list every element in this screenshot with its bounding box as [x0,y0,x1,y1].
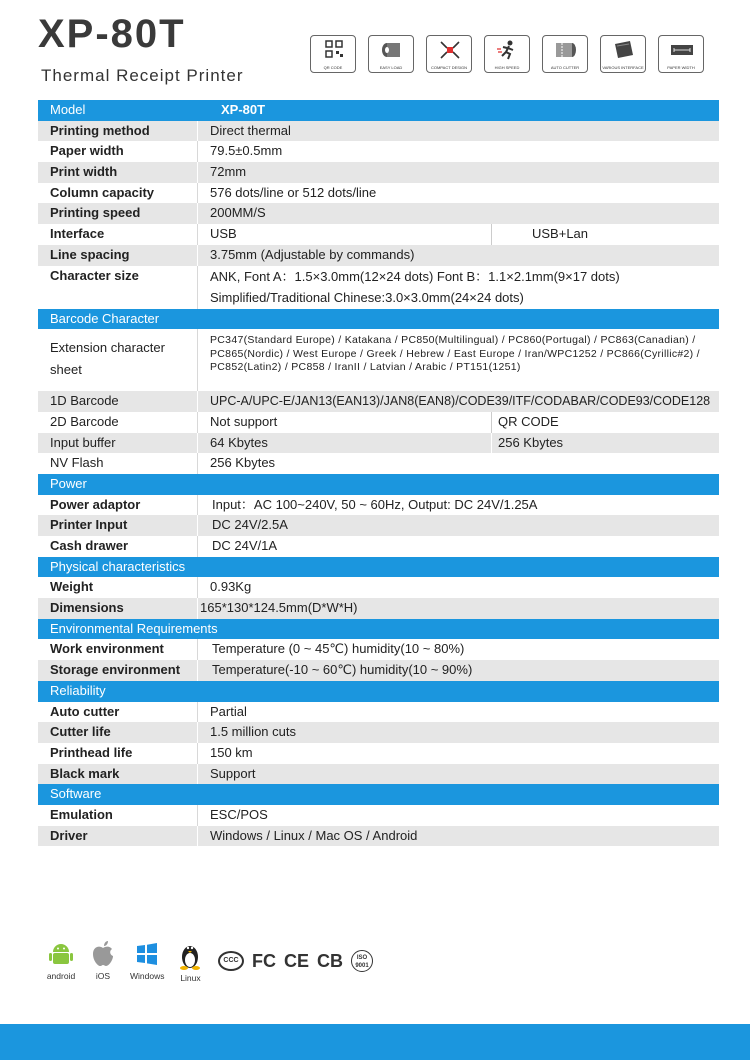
character-size-line-2: Simplified/Traditional Chinese:3.0×3.0mm(24×24 dots) [210,290,524,305]
apple-os [90,940,116,981]
model-value: XP-80T [221,102,266,117]
section-header-physical [38,557,719,578]
row-value: DC 24V/1A [197,536,719,557]
row-value: 1.5 million cuts [197,722,719,743]
feature-label: HIGH SPEED [494,64,520,70]
row-value: 165*130*124.5mm(D*W*H) [197,598,719,619]
table-row [38,805,719,826]
row-value: 256 Kbytes [197,453,719,474]
os-support-icons [46,940,202,983]
table-row [38,577,719,598]
row-label: 2D Barcode [50,413,119,429]
table-row [38,495,719,516]
row-label: NV Flash [50,455,104,471]
table-row [38,598,719,619]
table-row [38,329,719,391]
running-man-icon [484,35,530,73]
row-value: ESC/POS [197,805,719,826]
android-icon [46,940,76,968]
table-row [38,391,719,412]
row-value: UPC-A/UPC-E/JAN13(EAN13)/JAN8(EAN8)/CODE39/ITF/CODABAR/CODE93/CODE128 [197,391,719,412]
row-label: Emulation [50,806,113,822]
product-subtitle: Thermal Receipt Printer [41,66,244,85]
feature-label: EASY LOAD [379,64,403,70]
windows-os [130,940,164,981]
table-row [38,536,719,557]
bottom-accent-bar [0,1024,750,1060]
section-header-reliability [38,681,719,702]
section-title: Physical characteristics [50,558,186,574]
row-value: 3.75mm (Adjustable by commands) [197,245,719,266]
table-row [38,266,719,309]
ccc-mark: CCC [218,951,244,971]
ce-mark: CE [284,950,310,971]
os-label: Windows [130,971,165,981]
feature-label: PAPER WIDTH [667,64,695,70]
row-label: Printing method [50,122,150,138]
cb-mark: CB [317,950,344,971]
feature-label: AUTO CUTTER [550,64,580,70]
product-model-title: XP-80T [38,12,186,56]
table-row [38,224,719,245]
feature-label: COMPACT DESIGN [430,64,468,70]
row-value: PC347(Standard Europe) / Katakana / PC850(Multilingual) / PC860(Portugal) / PC863(Canadian) / PC865(Nordic) / West Europe / Greek / Hebrew / East Europe / Iran/WPC1252 / PC866(Cyrillic#2) / PC852(Latin2) / PC858 / IranII / Latvian / Arabic / PT151(1251) [197,329,719,391]
table-row [38,639,719,660]
row-label: Printhead life [50,744,133,760]
table-row [38,660,719,681]
cutter-icon [542,35,588,73]
row-label: Weight [50,579,94,595]
row-value: USB [197,224,491,245]
row-label: Dimensions [50,600,124,616]
table-row [38,245,719,266]
spec-table [38,100,719,846]
row-label: Printer Input [50,517,128,533]
row-value: 64 Kbytes [197,433,491,454]
row-value-2: USB+Lan [491,224,719,245]
table-row [38,412,719,433]
table-row [38,433,719,454]
row-value: 200MM/S [197,203,719,224]
section-title: Barcode Character [50,310,160,326]
table-row [38,162,719,183]
row-value: Input：AC 100~240V, 50 ~ 60Hz, Output: DC 24V/1.25A [197,495,719,516]
os-label: android [46,971,76,981]
row-label: Print width [50,164,118,180]
table-row [38,764,719,785]
row-label: Interface [50,226,105,242]
row-label: Column capacity [50,184,155,200]
compact-icon [426,35,472,73]
table-row [38,203,719,224]
row-label: Input buffer [50,434,116,450]
row-label: Character size [50,267,139,283]
character-size-line-1: ANK, Font A：1.5×3.0mm(12×24 dots) Font B：1.1×2.1mm(9×17 dots) [210,268,620,284]
row-label: Black mark [50,765,120,781]
qr-code-icon [310,35,356,73]
row-value: Windows / Linux / Mac OS / Android [197,826,719,847]
row-value: Direct thermal [197,121,719,142]
paper-roll-icon [368,35,414,73]
os-label: Linux [180,973,201,983]
row-value: 72mm [197,162,719,183]
table-row [38,453,719,474]
table-row [38,183,719,204]
row-label: 1D Barcode [50,393,119,409]
row-label: Power adaptor [50,496,141,512]
row-label: Cash drawer [50,538,129,553]
row-value-2: 256 Kbytes [491,433,719,454]
section-title: Reliability [50,682,106,698]
model-label: Model [50,102,86,117]
android-os [46,940,76,981]
table-row [38,121,719,142]
linux-icon [178,940,202,970]
iso-mark: ISO 9001 [351,950,373,972]
ext-label-line-2: sheet [50,362,82,378]
row-value: 150 km [197,743,719,764]
row-value: Support [197,764,719,785]
paper-width-icon [658,35,704,73]
windows-icon [134,940,160,968]
row-value-2: QR CODE [491,412,719,433]
row-value [197,266,719,309]
row-value: 79.5±0.5mm [197,141,719,162]
row-label: Cutter life [50,724,111,740]
row-label: Line spacing [50,246,130,262]
section-title: Environmental Requirements [50,620,218,636]
section-header-software [38,784,719,805]
linux-os [178,940,202,983]
row-value: Temperature(-10 ~ 60℃) humidity(10 ~ 90%) [197,660,719,681]
section-title: Software [50,786,102,802]
row-value: 0.93Kg [197,577,719,598]
row-value: Temperature (0 ~ 45℃) humidity(10 ~ 80%) [197,639,719,660]
section-header-environment [38,619,719,640]
certification-logos [218,950,373,972]
os-label: iOS [95,971,111,981]
row-label: Auto cutter [50,703,120,719]
row-value: DC 24V/2.5A [197,515,719,536]
section-header-model [38,100,719,121]
row-label: Printing speed [50,205,141,221]
row-value: Not support [197,412,491,433]
table-row [38,743,719,764]
row-label [38,329,197,391]
interface-icon [600,35,646,73]
table-row [38,722,719,743]
feature-label: QR CODE [323,64,343,70]
row-value: 576 dots/line or 512 dots/line [197,183,719,204]
row-label: Storage environment [50,662,181,678]
apple-icon [90,940,116,968]
section-header-power [38,474,719,495]
section-header-barcode [38,309,719,330]
fc-mark: FC [252,950,276,971]
table-row [38,826,719,847]
feature-icons [310,35,704,73]
row-label: Paper width [50,143,124,159]
feature-label: VARIOUS INTERFACE [602,64,644,70]
section-title: Power [50,475,87,491]
table-row [38,702,719,723]
table-row [38,141,719,162]
table-row [38,515,719,536]
row-label: Driver [50,827,88,843]
ext-label-line-1: Extension character [50,340,165,356]
row-label: Work environment [50,641,164,657]
row-value: Partial [197,702,719,723]
